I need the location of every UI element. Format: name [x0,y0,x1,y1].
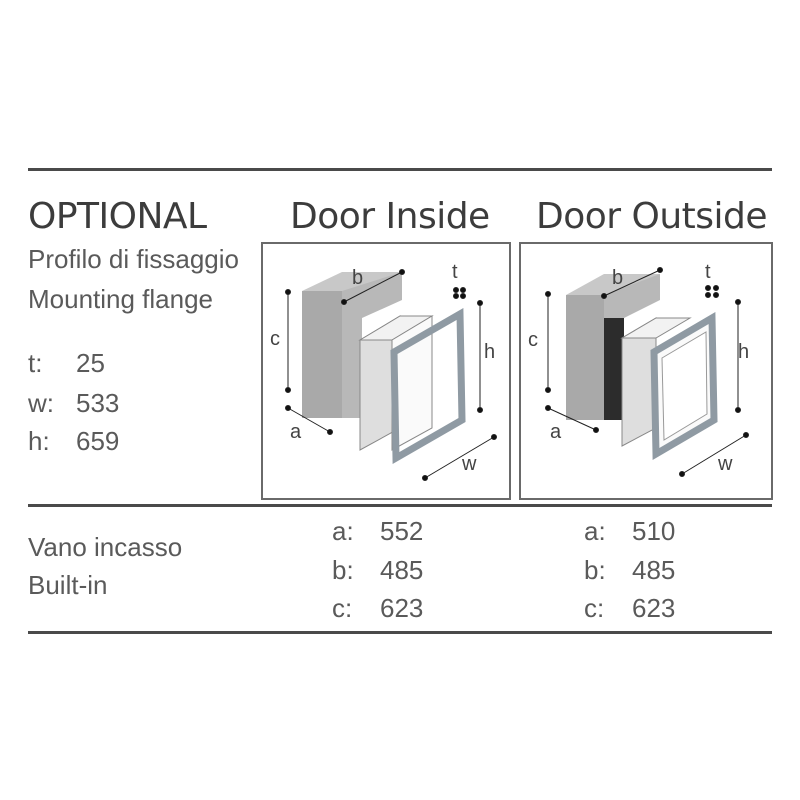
door-inside-label-c: c [270,328,280,350]
optional-heading: OPTIONAL [28,196,207,237]
inside-spec-a-key: a: [332,516,354,546]
door-inside-label-a: a [290,421,302,443]
inside-spec-b-key: b: [332,555,354,585]
spec-h-key: h: [28,426,50,456]
cavity-interior [604,318,624,420]
outside-spec-b [584,555,675,586]
door-outside-label-t: t [705,261,711,283]
door-outside-label-h: h [738,341,750,363]
spec-w-value: 533 [76,388,120,418]
builtin-label-en: Built-in [28,570,108,600]
door-outside-heading: Door Outside [536,196,768,237]
door-outside-label-a: a [550,421,562,443]
inside-spec-c [332,593,423,624]
inside-spec-b-value: 485 [380,555,424,585]
spec-t-key: t: [28,348,43,378]
outside-spec-a-value: 510 [632,516,676,546]
spec-h-value: 659 [76,426,120,456]
inside-spec-c-value: 623 [380,593,424,623]
inside-spec-a [332,516,423,547]
door-outside-diagram [528,261,749,477]
spec-t-value: 25 [76,348,105,378]
door-outside-label-c: c [528,329,538,351]
inside-spec-a-value: 552 [380,516,424,546]
door-inside-label-h: h [484,341,496,363]
cavity-front [302,291,342,418]
outside-spec-b-value: 485 [632,555,676,585]
spec-w-key: w: [28,388,54,418]
outside-spec-c-value: 623 [632,593,676,623]
outside-spec-c-key: c: [584,593,605,623]
outside-spec-c [584,593,675,624]
door-inside-label-b: b [352,267,364,289]
outside-spec-a-key: a: [584,516,606,546]
door-inside-label-w: w [462,453,477,475]
inside-spec-b [332,555,423,586]
flange-label-en: Mounting flange [28,284,214,314]
flange-label-it: Profilo di fissaggio [28,244,239,274]
inside-spec-c-key: c: [332,593,353,623]
door-inside-diagram [270,261,497,481]
door-outside-label-b: b [612,267,624,289]
door-outside-label-w: w [718,453,733,475]
cavity-front [566,295,604,420]
door-inside-label-t: t [452,261,458,283]
outside-spec-b-key: b: [584,555,606,585]
door-inside-heading: Door Inside [290,196,490,237]
outside-spec-a [584,516,675,547]
builtin-label-it: Vano incasso [28,532,183,562]
